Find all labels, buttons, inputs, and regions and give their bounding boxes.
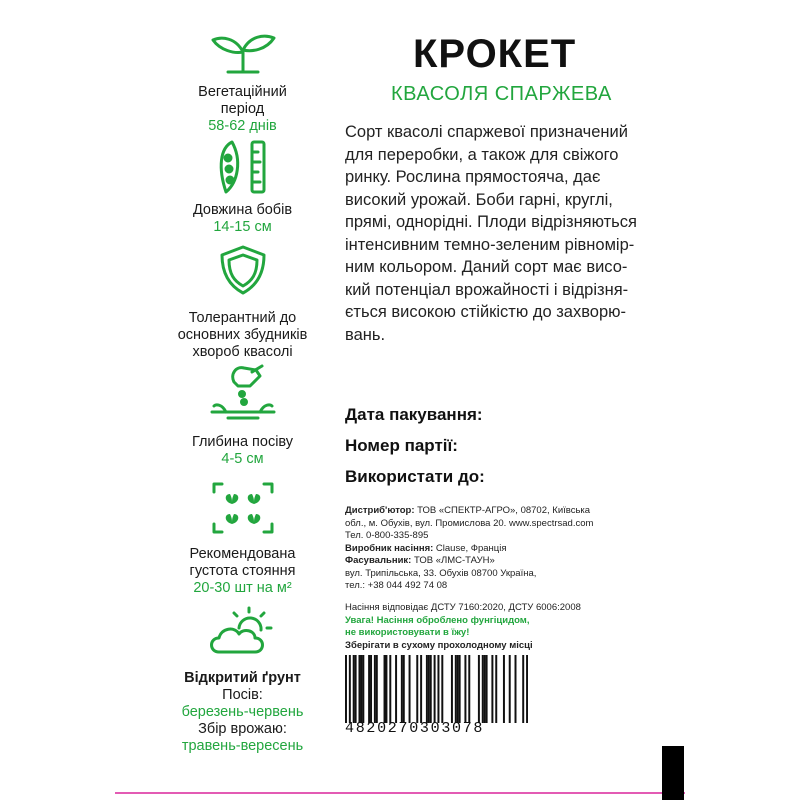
- barcode-bar: [526, 655, 528, 723]
- storage-text: Зберігати в сухому прохолодному місці: [345, 639, 533, 651]
- barcode-number: 4820270303078: [345, 720, 485, 737]
- density-value: 20-30 шт на м²: [193, 580, 292, 596]
- barcode-bar: [457, 655, 459, 723]
- warning-line-1: Увага! Насіння оброблено фунгіцидом,: [345, 614, 530, 626]
- distributor-text-1: ТОВ «СПЕКТР-АГРО», 08702, Київська: [414, 505, 591, 516]
- product-type: КВАСОЛЯ СПАРЖЕВА: [391, 83, 612, 105]
- barcode-bar: [484, 655, 486, 723]
- batch-number-field: Номер партії:: [345, 436, 458, 455]
- barcode-bar: [409, 655, 411, 723]
- sowing-depth-label: Глибина посіву: [191, 434, 294, 450]
- bottom-pink-line: [115, 792, 685, 794]
- barcode-bar: [486, 655, 488, 723]
- producer-text: Clause, Франція: [433, 542, 507, 554]
- standard-text: Насіння відповідає ДСТУ 7160:2020, ДСТУ 6006:2008: [345, 602, 581, 613]
- packer-phone: тел.: +38 044 492 74 08: [345, 580, 448, 591]
- barcode-bar: [403, 655, 405, 723]
- density-label-2: густота стояння: [189, 563, 296, 579]
- pod-length-value: 14-15 см: [213, 219, 272, 235]
- feature-pod-length: [165, 138, 320, 236]
- vegetation-label-1: Вегетаційний: [198, 84, 287, 100]
- barcode-bar: [426, 655, 428, 723]
- packer-text-2: вул. Трипільська, 33. Обухів 08700 Україна,: [345, 567, 537, 579]
- barcode-bar: [368, 655, 370, 723]
- warning-line-2: не використовувати в їжу!: [345, 627, 470, 638]
- sowing-period-label: Посів:: [222, 687, 263, 703]
- packing-date-field: Дата пакування:: [345, 405, 483, 424]
- barcode-bar: [459, 655, 461, 723]
- distributor-text-2: обл., м. Обухів, вул. Промислова 20. www.spectrsad.com: [345, 517, 594, 529]
- barcode-bar: [420, 655, 422, 723]
- barcode-bar: [491, 655, 493, 723]
- sowing-period-value: березень-червень: [181, 704, 304, 720]
- barcode-bar: [376, 655, 378, 723]
- barcode-bar: [515, 655, 517, 723]
- distributor-phone: Тел. 0-800-335-895: [345, 530, 429, 541]
- barcode-bar: [509, 655, 511, 723]
- barcode-bar: [428, 655, 430, 723]
- barcode-bar: [503, 655, 505, 723]
- barcode-bar: [345, 655, 347, 723]
- barcode-bar: [441, 655, 443, 723]
- barcode-bar: [451, 655, 453, 723]
- barcode-bar: [434, 655, 436, 723]
- feature-density: [165, 478, 320, 597]
- barcode-bar: [522, 655, 524, 723]
- bean-pod-ruler-icon: [208, 138, 278, 196]
- packer-label: Фасувальник:: [345, 555, 412, 566]
- product-name: КРОКЕТ: [413, 32, 577, 76]
- barcode-bar: [395, 655, 397, 723]
- barcode: [345, 655, 528, 723]
- black-tab: [662, 746, 684, 800]
- barcode-bar: [478, 655, 480, 723]
- sowing-depth-value: 4-5 см: [221, 451, 264, 467]
- feature-tolerance: [165, 244, 320, 361]
- shield-icon: [208, 244, 278, 296]
- barcode-bar: [360, 655, 362, 723]
- barcode-bar: [385, 655, 387, 723]
- harvest-value: травень-вересень: [181, 738, 304, 754]
- sowing-hand-icon: [208, 362, 278, 424]
- barcode-bar: [468, 655, 470, 723]
- feature-vegetation: [165, 28, 320, 135]
- compliance-info: [345, 602, 645, 652]
- barcode-bar: [482, 655, 484, 723]
- barcode-bar: [401, 655, 403, 723]
- sun-cloud-icon: [205, 606, 281, 658]
- sprout-icon: [208, 28, 278, 78]
- open-ground-title: Відкритий ґрунт: [184, 670, 301, 686]
- product-description: Сорт квасолі спаржевої призначений для переробки, а також для свіжого ринку. Рослина прямостояча, дає високий урожай. Боби гарні, круглі, прямі, однорідні. Плоди відрізняються інтенсивним темно-зеленим рівномір- ним кольором. Даний сорт має висо- кий потенціал врожайності і відрізня- ється високою стійкістю до захворю- вань.: [345, 123, 637, 344]
- use-by-field: Використати до:: [345, 467, 485, 486]
- barcode-bar: [355, 655, 357, 723]
- barcode-bar: [374, 655, 376, 723]
- barcode-bar: [362, 655, 364, 723]
- barcode-bar: [416, 655, 418, 723]
- tolerance-line-3: хвороб квасолі: [192, 344, 293, 360]
- harvest-label: Збір врожаю:: [198, 721, 287, 737]
- barcode-bar: [384, 655, 386, 723]
- distributor-label: Дистриб'ютор:: [345, 505, 415, 516]
- feature-sowing-depth: [165, 362, 320, 468]
- barcode-bar: [358, 655, 360, 723]
- barcode-bar: [464, 655, 466, 723]
- packer-text-1: ТОВ «ЛМС-ТАУН»: [411, 555, 495, 566]
- producer-label: Виробник насіння:: [345, 542, 434, 554]
- vegetation-value: 58-62 днів: [208, 118, 277, 134]
- barcode-bar: [430, 655, 432, 723]
- feature-open-ground: [165, 606, 320, 755]
- tolerance-line-2: основних збудників: [177, 327, 308, 343]
- plant-grid-icon: [208, 478, 278, 538]
- distributor-info: [345, 505, 645, 593]
- barcode-bar: [437, 655, 439, 723]
- pod-length-label: Довжина бобів: [192, 202, 293, 218]
- barcode-bar: [389, 655, 391, 723]
- barcode-bar: [455, 655, 457, 723]
- barcode-bar: [495, 655, 497, 723]
- barcode-bar: [353, 655, 355, 723]
- barcode-bar: [370, 655, 372, 723]
- tolerance-line-1: Толерантний до: [188, 310, 297, 326]
- vegetation-label-2: період: [220, 101, 265, 117]
- barcode-bar: [349, 655, 351, 723]
- density-label-1: Рекомендована: [189, 546, 296, 562]
